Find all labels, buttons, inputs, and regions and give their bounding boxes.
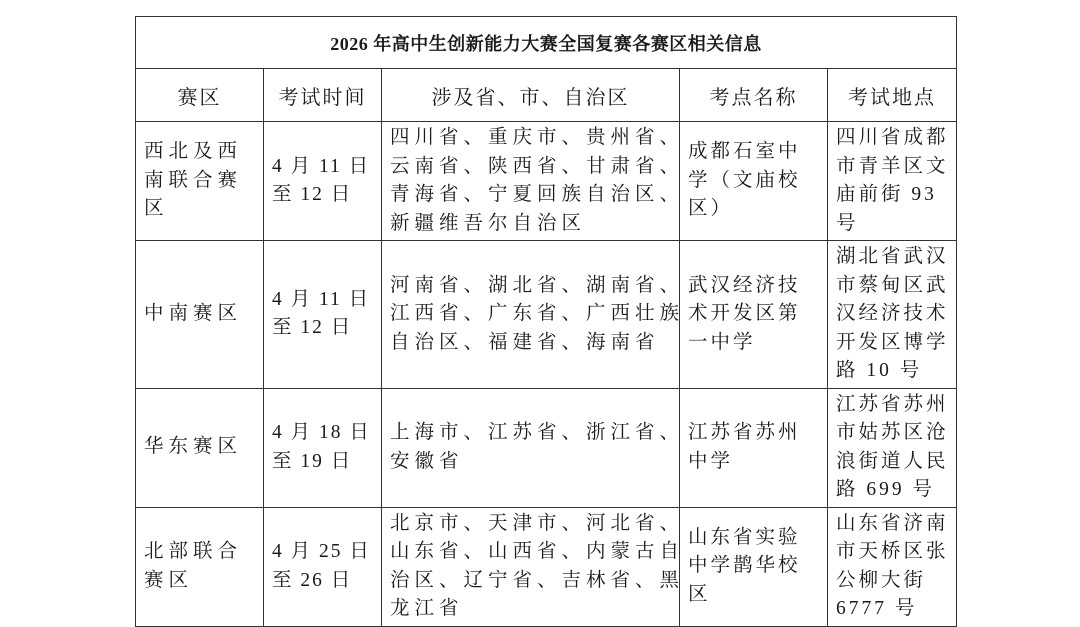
provinces-cell (382, 241, 685, 389)
address-cell (828, 507, 957, 626)
region-cell (136, 241, 264, 389)
venue-cell (680, 241, 828, 389)
provinces-line: 山东省、山西省、内蒙古自 (390, 541, 685, 562)
venue-line: 武汉经济技 (688, 274, 801, 296)
region-line: 中南赛区 (144, 303, 243, 324)
provinces-line: 治区、辽宁省、吉林省、黑 (390, 569, 685, 591)
header-venue: 考点名称 (680, 69, 828, 122)
time-line: 至 12 日 (272, 184, 353, 205)
provinces-cell (382, 122, 685, 241)
venue-cell (680, 388, 828, 507)
region-line: 区 (144, 198, 169, 220)
header-row (136, 69, 957, 122)
provinces-line: 河南省、湖北省、湖南省、 (390, 274, 685, 296)
time-line: 4 月 25 日 (272, 541, 371, 562)
provinces-line: 新疆维吾尔自治区 (390, 212, 587, 234)
venue-line: 江苏省苏州 (688, 422, 801, 443)
address-cell (828, 241, 957, 389)
address-line: 公柳大街 (836, 569, 927, 591)
venue-cell (680, 507, 828, 626)
table-row (136, 241, 957, 389)
time-line: 4 月 11 日 (272, 288, 371, 310)
time-line: 至 19 日 (272, 450, 353, 472)
venue-line: 术开发区第 (688, 303, 801, 324)
address-line: 浪街道人民 (836, 450, 949, 472)
address-line: 市青羊区文 (836, 155, 949, 177)
address-cell (828, 122, 957, 241)
venue-line: 区） (688, 198, 734, 220)
venue-line: 学（文庙校 (688, 169, 801, 191)
table-title: 2026 年高中生创新能力大赛全国复赛各赛区相关信息 (136, 17, 957, 69)
address-line: 山东省济南 (836, 512, 949, 534)
provinces-cell (382, 388, 685, 507)
venue-line: 山东省实验 (688, 526, 801, 548)
address-line: 湖北省武汉 (836, 246, 949, 267)
table-row (136, 507, 957, 626)
provinces-line: 龙江省 (390, 598, 464, 619)
address-line: 庙前街 93 (836, 184, 937, 205)
venue-cell (680, 122, 828, 241)
time-line: 至 12 日 (272, 317, 353, 339)
provinces-line: 自治区、福建省、海南省 (390, 331, 660, 353)
provinces-line: 四川省、重庆市、贵州省、 (390, 127, 685, 148)
venue-line: 区 (688, 583, 711, 605)
address-line: 6777 号 (836, 598, 918, 619)
provinces-cell (382, 507, 685, 626)
region-line: 西北及西 (144, 141, 243, 163)
region-line: 赛区 (144, 569, 194, 591)
region-cell (136, 507, 264, 626)
header-address: 考试地点 (828, 69, 957, 122)
address-cell (828, 388, 957, 507)
address-line: 市蔡甸区武 (836, 274, 949, 296)
table-row (136, 122, 957, 241)
address-line: 市姑苏区沧 (836, 422, 949, 443)
exam-time-cell (264, 241, 382, 389)
region-line: 南联合赛 (144, 169, 243, 191)
venue-line: 中学鹊华校 (688, 555, 801, 577)
address-line: 四川省成都 (836, 127, 949, 148)
provinces-line: 北京市、天津市、河北省、 (390, 512, 685, 534)
table-row (136, 388, 957, 507)
exam-time-cell (264, 388, 382, 507)
provinces-line: 安徽省 (390, 450, 464, 472)
header-exam-time: 考试时间 (264, 69, 382, 122)
address-line: 路 10 号 (836, 360, 923, 381)
title-row (136, 17, 957, 69)
venue-line: 中学 (688, 450, 734, 472)
header-region: 赛区 (136, 69, 264, 122)
region-line: 北部联合 (144, 541, 243, 562)
exam-time-cell (264, 122, 382, 241)
exam-time-cell (264, 507, 382, 626)
time-line: 4 月 18 日 (272, 422, 371, 443)
provinces-line: 云南省、陕西省、甘肃省、 (390, 155, 685, 177)
address-line: 开发区博学 (836, 331, 949, 353)
address-line: 号 (836, 212, 859, 234)
competition-info-table (135, 16, 957, 627)
venue-line: 一中学 (688, 331, 756, 353)
venue-line: 成都石室中 (688, 141, 801, 163)
info-document (135, 16, 956, 627)
header-provinces: 涉及省、市、自治区 (382, 69, 680, 122)
region-line: 华东赛区 (144, 436, 243, 458)
time-line: 至 26 日 (272, 569, 353, 591)
address-line: 市天桥区张 (836, 541, 949, 562)
region-cell (136, 388, 264, 507)
address-line: 汉经济技术 (836, 303, 949, 324)
address-line: 江苏省苏州 (836, 393, 949, 415)
provinces-line: 上海市、江苏省、浙江省、 (390, 422, 685, 443)
provinces-line: 江西省、广东省、广西壮族 (390, 303, 685, 324)
time-line: 4 月 11 日 (272, 155, 371, 177)
provinces-line: 青海省、宁夏回族自治区、 (390, 184, 685, 205)
address-line: 路 699 号 (836, 479, 936, 500)
region-cell (136, 122, 264, 241)
